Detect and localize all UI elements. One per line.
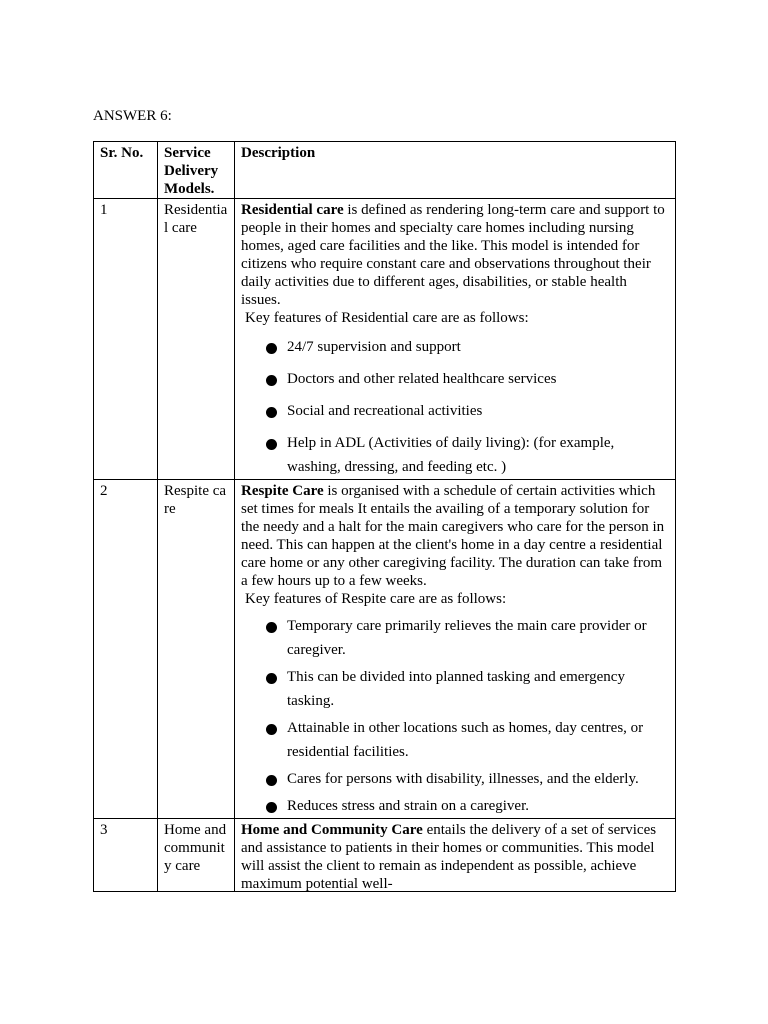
list-item [241,399,670,423]
row-model [158,819,235,892]
feature-list [241,614,670,818]
description-lead: Home and Community Care [241,822,423,838]
service-delivery-table [93,141,676,892]
description-paragraph [241,201,670,309]
bullet-icon [266,802,277,813]
bullet-icon [266,439,277,450]
row-description [235,480,676,819]
description-lead: Respite Care [241,483,324,499]
list-item [241,767,670,791]
description-paragraph [241,482,670,590]
header-description: Description [235,142,676,199]
row-sr-no: 2 [94,480,158,819]
bullet-icon [266,375,277,386]
table-row [94,819,676,892]
header-service-line: Service [164,145,211,161]
list-item-text: Help in ADL (Activities of daily living): (for example, washing, dressing, and feeding etc. ) [287,435,615,475]
description-lead: Residential care [241,202,344,218]
description-paragraph [241,821,670,891]
header-service-delivery-models [158,142,235,199]
table-header-row [94,142,676,199]
bullet-icon [266,622,277,633]
answer-heading: ANSWER 6: [93,108,172,124]
list-item [241,614,670,662]
list-item [241,794,670,818]
description-text: is organised with a schedule of certain activities which set times for meals It entails the availing of a temporary solution for the needy and a halt for the main caregivers who care for the person in need. This can happen at the client's home in a day centre a residential care home or any other caregiving facility. The duration can take from a few hours up to a few weeks. [241,483,665,589]
row-sr-no: 3 [94,819,158,892]
row-model-text: Home and community care [164,822,227,874]
row-model: Respite care [158,480,235,819]
list-item-text: Cares for persons with disability, illnesses, and the elderly. [287,771,639,787]
header-models-line: Models. [164,181,215,197]
table-row [94,199,676,480]
description-text: is defined as rendering long-term care and support to people in their homes and specialty care homes including nursing homes, aged care facilities and the like. This model is intended for citizens who require constant care and observations throughout their daily activities due to different ages, disabilities, or stable health issues. [241,202,665,308]
row-sr-no: 1 [94,199,158,480]
list-item-text: Temporary care primarily relieves the main care provider or caregiver. [287,618,647,658]
key-features-label: Key features of Respite care are as follows: [245,591,507,607]
bullet-icon [266,673,277,684]
list-item-text: Doctors and other related healthcare services [287,371,557,387]
row-description [235,199,676,480]
header-sr-no: Sr. No. [94,142,158,199]
list-item [241,716,670,764]
list-item-text: This can be divided into planned tasking and emergency tasking. [287,669,625,709]
row-model: Residential care [158,199,235,480]
bullet-icon [266,407,277,418]
bullet-icon [266,343,277,354]
list-item-text: Social and recreational activities [287,403,483,419]
row-description [235,819,676,892]
list-item [241,335,670,359]
list-item-text: Reduces stress and strain on a caregiver. [287,798,529,814]
bullet-icon [266,724,277,735]
header-delivery-line: Delivery [164,163,219,179]
bullet-icon [266,775,277,786]
list-item-text: 24/7 supervision and support [287,339,461,355]
list-item [241,665,670,713]
list-item [241,431,670,479]
description-text: entails the delivery of a set of services and assistance to patients in their homes or communities. This model will assist the client to remain as independent as possible, achieve maximum potential well- [241,822,657,891]
feature-list [241,335,670,479]
table-row [94,480,676,819]
key-features-label: Key features of Residential care are as follows: [245,310,529,326]
list-item [241,367,670,391]
list-item-text: Attainable in other locations such as homes, day centres, or residential facilities. [287,720,644,760]
